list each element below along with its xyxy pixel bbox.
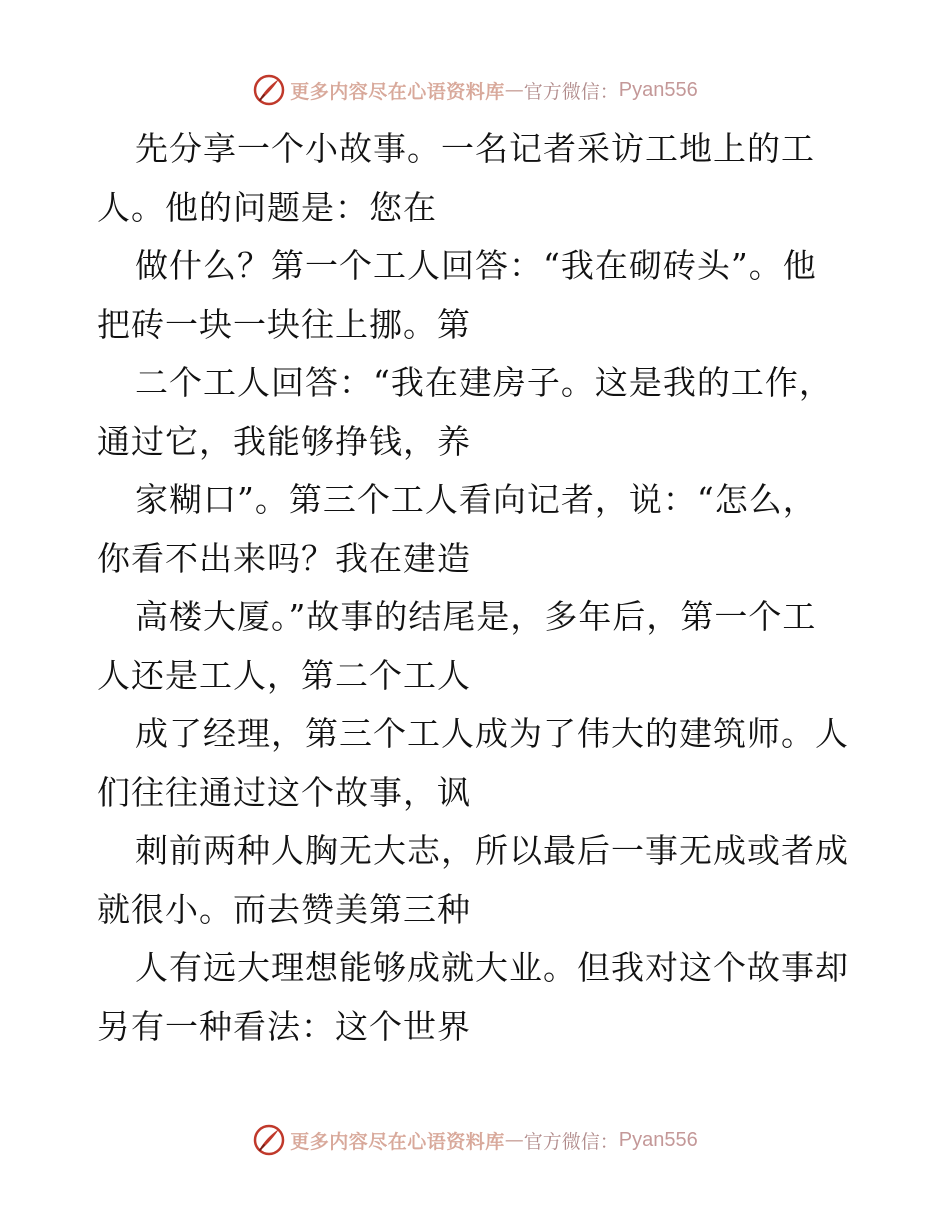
banner-wechat-label: 官方微信： xyxy=(523,1130,619,1153)
text-line: 做什么？第一个工人回答：“我在砌砖头”。他 xyxy=(135,246,817,285)
text-line: 另有一种看法：这个世界 xyxy=(97,1006,471,1046)
quill-pen-logo-icon xyxy=(252,1123,286,1157)
quill-pen-logo-icon xyxy=(252,73,286,107)
banner-brand-text: 更多内容尽在心语资料库 xyxy=(290,1130,505,1153)
text-line: 二个工人回答：“我在建房子。这是我的工作， xyxy=(135,363,833,402)
text-line: 人还是工人，第二个工人 xyxy=(97,655,471,695)
text-line: 刺前两种人胸无大志，所以最后一事无成或者成 xyxy=(135,831,849,870)
text-line: 先分享一个小故事。一名记者采访工地上的工 xyxy=(135,129,815,168)
document-body xyxy=(97,120,857,1056)
header-banner xyxy=(0,70,950,110)
text-line: 高楼大厦。”故事的结尾是，多年后，第一个工 xyxy=(135,597,817,636)
text-line: 人。他的问题是：您在 xyxy=(97,187,437,227)
banner-wechat-label: 官方微信： xyxy=(523,80,619,103)
text-line: 们往往通过这个故事，讽 xyxy=(97,772,471,812)
banner-dash: — xyxy=(504,1129,524,1151)
text-line: 就很小。而去赞美第三种 xyxy=(97,889,471,929)
text-line: 你看不出来吗？我在建造 xyxy=(97,538,471,578)
text-line: 家糊口”。第三个工人看向记者，说：“怎么， xyxy=(135,480,817,519)
text-line: 把砖一块一块往上挪。第 xyxy=(97,304,471,344)
banner-wechat-id: Pyan556 xyxy=(618,1128,698,1151)
text-line: 通过它，我能够挣钱，养 xyxy=(97,421,471,461)
banner-dash: — xyxy=(504,79,524,101)
footer-banner xyxy=(0,1120,950,1160)
text-line: 人有远大理想能够成就大业。但我对这个故事却 xyxy=(135,948,849,987)
banner-wechat-id: Pyan556 xyxy=(618,78,698,101)
banner-brand-text: 更多内容尽在心语资料库 xyxy=(290,80,505,103)
text-line: 成了经理，第三个工人成为了伟大的建筑师。人 xyxy=(135,714,849,753)
